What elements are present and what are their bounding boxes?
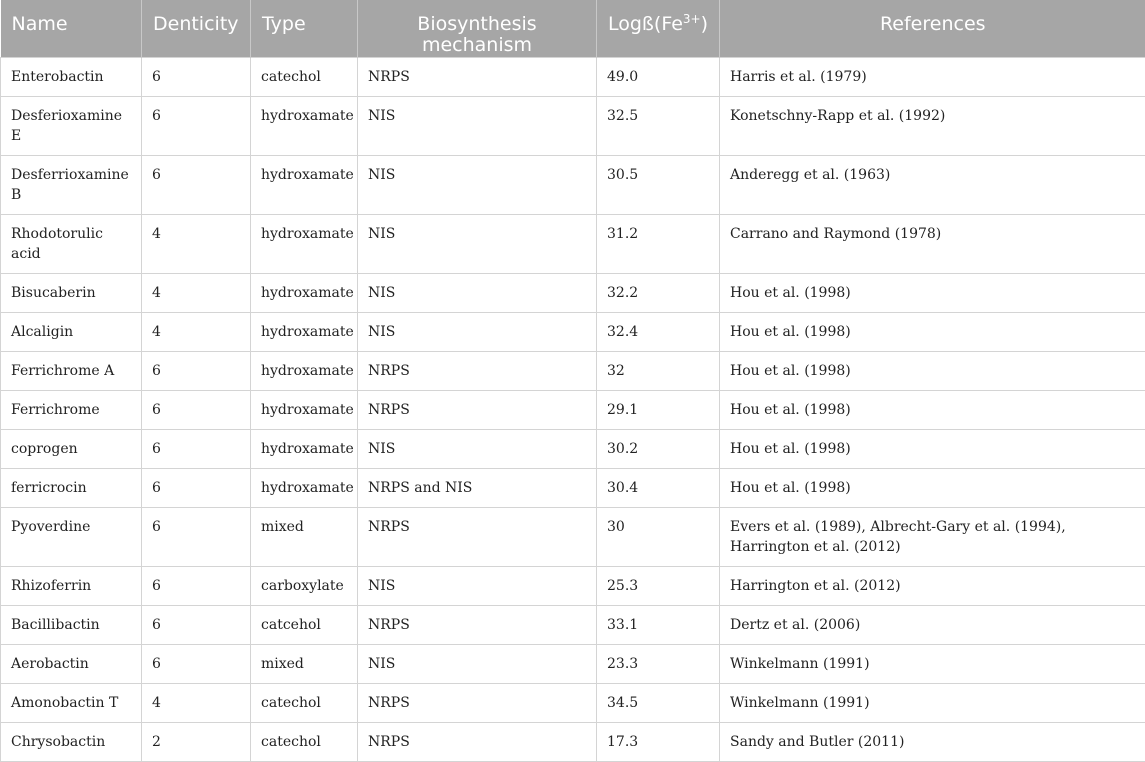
table-row [1, 96, 1145, 155]
table-row [1, 683, 1145, 722]
cell-mechanism: NRPS [358, 683, 597, 722]
cell-mechanism: NIS [358, 96, 597, 155]
header-name: Name [1, 0, 142, 57]
table-row [1, 351, 1145, 390]
cell-name: Bisucaberin [1, 273, 142, 312]
cell-denticity: 4 [142, 214, 251, 273]
cell-logb: 25.3 [597, 566, 720, 605]
table-body [1, 57, 1145, 761]
cell-type: hydroxamate [251, 351, 358, 390]
cell-type: catechol [251, 57, 358, 96]
cell-name: Bacillibactin [1, 605, 142, 644]
cell-denticity: 6 [142, 57, 251, 96]
cell-type: catechol [251, 722, 358, 761]
cell-logb: 30 [597, 507, 720, 566]
cell-logb: 30.4 [597, 468, 720, 507]
header-logb-sup: 3+ [683, 12, 701, 26]
cell-mechanism: NIS [358, 566, 597, 605]
cell-references: Harris et al. (1979) [720, 57, 1145, 96]
cell-references: Sandy and Butler (2011) [720, 722, 1145, 761]
cell-denticity: 6 [142, 96, 251, 155]
header-logb-prefix: Logß(Fe [608, 13, 683, 35]
table-row [1, 273, 1145, 312]
header-denticity: Denticity [142, 0, 251, 57]
cell-references: Hou et al. (1998) [720, 468, 1145, 507]
cell-name: Desferioxamine E [1, 96, 142, 155]
cell-denticity: 6 [142, 468, 251, 507]
table-row [1, 468, 1145, 507]
cell-references: Winkelmann (1991) [720, 644, 1145, 683]
cell-mechanism: NRPS and NIS [358, 468, 597, 507]
cell-logb: 29.1 [597, 390, 720, 429]
cell-denticity: 6 [142, 155, 251, 214]
cell-type: hydroxamate [251, 390, 358, 429]
table-row [1, 644, 1145, 683]
table-row [1, 429, 1145, 468]
cell-name: Chrysobactin [1, 722, 142, 761]
table-row [1, 57, 1145, 96]
cell-type: hydroxamate [251, 273, 358, 312]
cell-logb: 30.5 [597, 155, 720, 214]
header-row [1, 0, 1145, 57]
table-row [1, 390, 1145, 429]
cell-type: hydroxamate [251, 155, 358, 214]
cell-mechanism: NRPS [358, 57, 597, 96]
cell-denticity: 2 [142, 722, 251, 761]
cell-name: Ferrichrome A [1, 351, 142, 390]
cell-name: Amonobactin T [1, 683, 142, 722]
cell-mechanism: NRPS [358, 390, 597, 429]
cell-logb: 32 [597, 351, 720, 390]
cell-type: catechol [251, 683, 358, 722]
cell-mechanism: NIS [358, 312, 597, 351]
cell-type: hydroxamate [251, 312, 358, 351]
cell-name: Desferrioxamine B [1, 155, 142, 214]
cell-denticity: 6 [142, 644, 251, 683]
cell-references: Hou et al. (1998) [720, 312, 1145, 351]
cell-logb: 33.1 [597, 605, 720, 644]
cell-denticity: 6 [142, 390, 251, 429]
table-row [1, 566, 1145, 605]
cell-denticity: 6 [142, 429, 251, 468]
cell-name: Enterobactin [1, 57, 142, 96]
header-references: References [720, 0, 1145, 57]
table-row [1, 312, 1145, 351]
cell-references: Konetschny-Rapp et al. (1992) [720, 96, 1145, 155]
table-row [1, 605, 1145, 644]
cell-logb: 32.2 [597, 273, 720, 312]
cell-denticity: 6 [142, 507, 251, 566]
cell-references: Hou et al. (1998) [720, 351, 1145, 390]
cell-type: hydroxamate [251, 96, 358, 155]
cell-name: Ferrichrome [1, 390, 142, 429]
cell-references: Evers et al. (1989), Albrecht-Gary et al. (1994), Harrington et al. (2012) [720, 507, 1145, 566]
table-row [1, 214, 1145, 273]
cell-name: coprogen [1, 429, 142, 468]
cell-type: hydroxamate [251, 429, 358, 468]
header-type: Type [251, 0, 358, 57]
header-biosynthesis: Biosynthesis mechanism [358, 0, 597, 57]
table-row [1, 507, 1145, 566]
cell-references: Anderegg et al. (1963) [720, 155, 1145, 214]
cell-mechanism: NIS [358, 429, 597, 468]
header-logb-suffix: ) [701, 13, 708, 35]
table-row [1, 722, 1145, 761]
cell-mechanism: NRPS [358, 722, 597, 761]
cell-logb: 32.5 [597, 96, 720, 155]
cell-type: hydroxamate [251, 468, 358, 507]
cell-name: Aerobactin [1, 644, 142, 683]
cell-name: Rhizoferrin [1, 566, 142, 605]
cell-references: Winkelmann (1991) [720, 683, 1145, 722]
cell-logb: 17.3 [597, 722, 720, 761]
cell-references: Hou et al. (1998) [720, 273, 1145, 312]
cell-mechanism: NIS [358, 155, 597, 214]
cell-logb: 30.2 [597, 429, 720, 468]
table-header [1, 0, 1145, 57]
cell-logb: 34.5 [597, 683, 720, 722]
cell-mechanism: NIS [358, 214, 597, 273]
cell-name: ferricrocin [1, 468, 142, 507]
cell-mechanism: NIS [358, 273, 597, 312]
cell-denticity: 6 [142, 566, 251, 605]
cell-mechanism: NRPS [358, 351, 597, 390]
cell-logb: 32.4 [597, 312, 720, 351]
cell-logb: 49.0 [597, 57, 720, 96]
cell-references: Dertz et al. (2006) [720, 605, 1145, 644]
cell-name: Rhodotorulic acid [1, 214, 142, 273]
cell-mechanism: NIS [358, 644, 597, 683]
cell-name: Alcaligin [1, 312, 142, 351]
cell-type: catcehol [251, 605, 358, 644]
cell-type: mixed [251, 507, 358, 566]
cell-denticity: 6 [142, 351, 251, 390]
cell-denticity: 4 [142, 273, 251, 312]
cell-denticity: 6 [142, 605, 251, 644]
cell-type: mixed [251, 644, 358, 683]
cell-references: Hou et al. (1998) [720, 390, 1145, 429]
cell-references: Carrano and Raymond (1978) [720, 214, 1145, 273]
cell-mechanism: NRPS [358, 605, 597, 644]
table-row [1, 155, 1145, 214]
header-logb [597, 0, 720, 57]
cell-mechanism: NRPS [358, 507, 597, 566]
cell-type: carboxylate [251, 566, 358, 605]
cell-type: hydroxamate [251, 214, 358, 273]
cell-denticity: 4 [142, 312, 251, 351]
cell-references: Hou et al. (1998) [720, 429, 1145, 468]
cell-logb: 31.2 [597, 214, 720, 273]
cell-logb: 23.3 [597, 644, 720, 683]
cell-name: Pyoverdine [1, 507, 142, 566]
cell-references: Harrington et al. (2012) [720, 566, 1145, 605]
cell-denticity: 4 [142, 683, 251, 722]
